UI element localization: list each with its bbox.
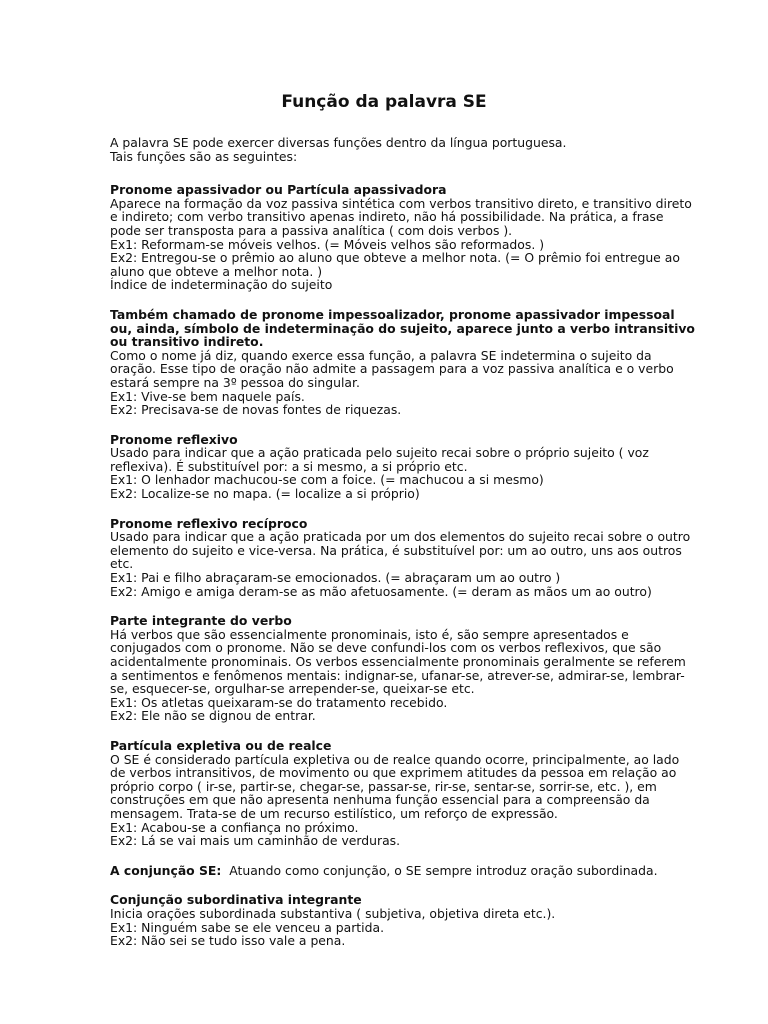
body-line: estará sempre na 3º pessoa do singular. xyxy=(110,374,360,390)
section-pronome-reflexivo xyxy=(110,433,658,501)
section-particula-expletiva xyxy=(110,737,680,849)
body-line: Há verbos que são essencialmente pronominais, isto é, são sempre apresentados e xyxy=(110,626,629,642)
body-line: Inicia orações subordinada substantiva ( subjetiva, objetiva direta etc.). xyxy=(110,905,556,921)
example-line: Ex1: Ninguém sabe se ele venceu a partida. xyxy=(110,919,385,935)
body-line: a sentimentos e fenômenos mentais: indignar-se, ufanar-se, atrever-se, admirar-se, lembrar- xyxy=(110,667,685,683)
body-line: Como o nome já diz, quando exerce essa função, a palavra SE indetermina o sujeito da xyxy=(110,347,652,363)
example-line: aluno que obteve a melhor nota. ) xyxy=(110,263,323,279)
example-line: Ex1: Acabou-se a confiança no próximo. xyxy=(110,819,359,835)
section-parte-integrante xyxy=(110,613,686,724)
section-heading: Conjunção subordinativa integrante xyxy=(110,892,362,908)
body-line: O SE é considerado partícula expletiva ou de realce quando ocorre, principalmente, ao lado xyxy=(110,751,680,767)
body-line: reflexiva). É substituível por: a si mesmo, a si próprio etc. xyxy=(110,458,468,474)
section-indeterminacao xyxy=(110,306,695,418)
body-line: etc. xyxy=(110,556,134,572)
intro-paragraph xyxy=(110,136,658,163)
section-heading: Parte integrante do verbo xyxy=(110,613,292,629)
example-line: Ex2: Não sei se tudo isso vale a pena. xyxy=(110,933,346,949)
body-line: elemento do sujeito e vice-versa. Na prática, é substituível por: um ao outro, uns aos outros xyxy=(110,542,682,558)
example-line: Ex1: O lenhador machucou-se com a foice. (= machucou a si mesmo) xyxy=(110,472,544,488)
intro-line: Tais funções são as seguintes: xyxy=(110,148,298,164)
conjunction-line xyxy=(110,864,658,878)
section-conjuncao xyxy=(110,864,658,878)
example-line: Ex2: Amigo e amiga deram-se as mão afetuosamente. (= deram as mãos um ao outro) xyxy=(110,583,652,599)
body-line: de verbos intransitivos, de movimento ou que exprimem atitudes da pessoa em relação ao xyxy=(110,765,677,781)
page-title: Função da palavra SE xyxy=(281,92,487,112)
example-line: Ex1: Vive-se bem naquele país. xyxy=(110,388,305,404)
body-line: Aparece na formação da voz passiva sintética com verbos transitivo direto, e transitivo direto xyxy=(110,195,692,211)
section-heading: Pronome apassivador ou Partícula apassivadora xyxy=(110,182,447,198)
body-line: Usado para indicar que a ação praticada por um dos elementos do sujeito recai sobre o outro xyxy=(110,529,691,545)
section-heading: ou, ainda, símbolo de indeterminação do sujeito, aparece junto a verbo intransitivo xyxy=(110,320,695,336)
conjunction-text: Atuando como conjunção, o SE sempre introduz oração subordinada. xyxy=(229,862,658,878)
body-line: pode ser transposta para a passiva analítica ( com dois verbos ). xyxy=(110,222,513,238)
conjunction-label: A conjunção SE: xyxy=(110,862,222,878)
section-heading: Partícula expletiva ou de realce xyxy=(110,737,332,753)
body-line: Índice de indeterminação do sujeito xyxy=(110,277,333,293)
section-heading: Pronome reflexivo xyxy=(110,431,238,447)
body-line: mensagem. Trata-se de um recurso estilístico, um reforço de expressão. xyxy=(110,805,558,821)
example-line: Ex1: Pai e filho abraçaram-se emocionados. (= abraçaram um ao outro ) xyxy=(110,570,561,586)
section-heading: Pronome reflexivo recíproco xyxy=(110,515,308,531)
body-line: oração. Esse tipo de oração não admite a passagem para a voz passiva analítica e o verbo xyxy=(110,361,674,377)
example-line: Ex2: Lá se vai mais um caminhão de verduras. xyxy=(110,833,401,849)
body-line: Usado para indicar que a ação praticada pelo sujeito recai sobre o próprio sujeito ( voz xyxy=(110,445,649,461)
section-conjuncao-integrante xyxy=(110,893,658,947)
body-line: próprio corpo ( ir-se, partir-se, chegar-se, passar-se, rir-se, sentar-se, sorrir-se, etc. ), em xyxy=(110,778,657,794)
section-heading: ou transitivo indireto. xyxy=(110,334,264,350)
body-line: acidentalmente pronominais. Os verbos essencialmente pronominais geralmente se referem xyxy=(110,654,686,669)
example-line: Ex2: Ele não se dignou de entrar. xyxy=(110,708,316,724)
example-line: Ex2: Precisava-se de novas fontes de riquezas. xyxy=(110,402,402,418)
body-line: e indireto; com verbo transitivo apenas indireto, não há possibilidade. Na prática, a frase xyxy=(110,209,664,225)
example-line: Ex1: Reformam-se móveis velhos. (= Móveis velhos são reformados. ) xyxy=(110,236,545,252)
example-line: Ex1: Os atletas queixaram-se do tratamento recebido. xyxy=(110,694,448,710)
section-pronome-apassivador xyxy=(110,182,692,293)
body-line: conjugados com o pronome. Não se deve confundi-los com os verbos reflexivos, que são xyxy=(110,640,662,656)
body-line: se, esquecer-se, orgulhar-se arrepender-se, queixar-se etc. xyxy=(110,681,475,697)
body-line: construções em que não apresenta nenhuma função essencial para a compreensão da xyxy=(110,792,650,808)
section-heading: Também chamado de pronome impessoalizador, pronome apassivador impessoal xyxy=(110,306,675,322)
example-line: Ex2: Entregou-se o prêmio ao aluno que obteve a melhor nota. (= O prêmio foi entregue ao xyxy=(110,250,680,266)
intro-line: A palavra SE pode exercer diversas funções dentro da língua portuguesa. xyxy=(110,135,567,150)
example-line: Ex2: Localize-se no mapa. (= localize a si próprio) xyxy=(110,486,420,502)
section-reflexivo-reciproco xyxy=(110,515,691,599)
